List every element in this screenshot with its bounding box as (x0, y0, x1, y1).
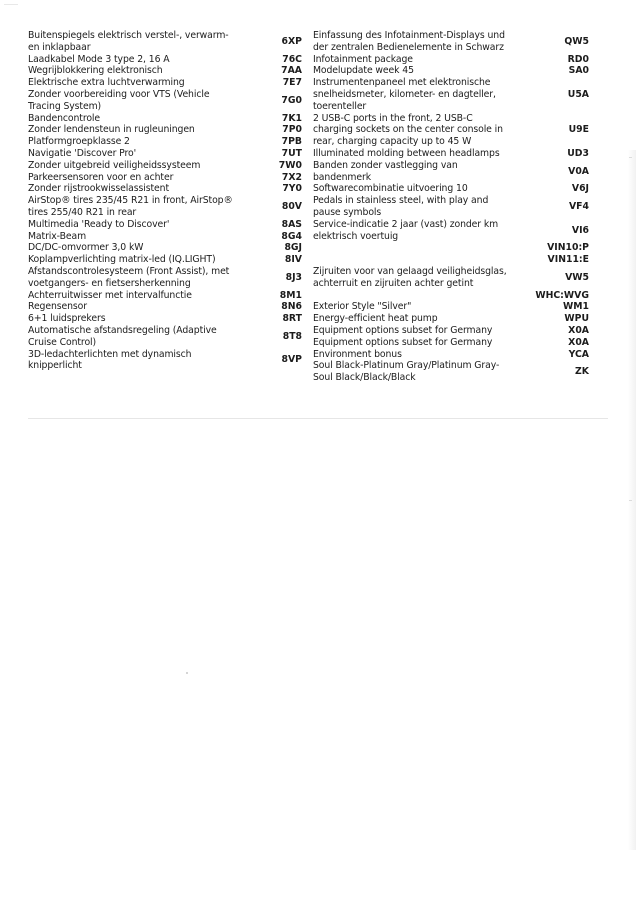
scan-edge-tick (629, 500, 632, 501)
option-row (28, 349, 302, 373)
option-description: Navigatie 'Discover Pro' (28, 147, 137, 159)
option-code: WM1 (563, 301, 589, 313)
option-description: Bandencontrole (28, 112, 101, 124)
option-code: 8RT (282, 313, 302, 325)
option-description: 2 USB-C ports in the front, 2 USB-C charging sockets on the center console in rear, charging capacity up to 45 W (313, 112, 503, 148)
option-row (313, 30, 589, 54)
option-description: Zonder lendensteun in rugleuningen (28, 124, 195, 136)
option-description: AirStop® tires 235/45 R21 in front, AirStop® tires 255/40 R21 in rear (28, 195, 233, 218)
option-row (28, 266, 302, 290)
option-description: Platformgroepklasse 2 (28, 136, 130, 148)
option-description: Soul Black-Platinum Gray/Platinum Gray-Soul Black/Black/Black (313, 360, 500, 384)
option-description: Parkeersensoren voor en achter (28, 171, 174, 183)
option-description: Service-indicatie 2 jaar (vast) zonder km elektrisch voertuig (313, 218, 499, 242)
option-description: Einfassung des Infotainment-Displays und der zentralen Bedienelemente in Schwarz (313, 30, 505, 53)
option-description: Afstandscontrolesysteem (Front Assist), met voetgangers- en fietsersherkenning (28, 265, 230, 289)
option-row (313, 325, 589, 337)
option-row (313, 183, 589, 195)
option-row (313, 254, 589, 266)
option-description: 6+1 luidsprekers (28, 313, 106, 325)
option-row (28, 113, 302, 125)
option-description: Regensensor (28, 301, 87, 313)
option-code: 8GJ (284, 242, 302, 254)
option-code: 7AA (281, 65, 302, 77)
option-code: X0A (568, 324, 589, 336)
option-code: VIN11:E (547, 254, 589, 266)
option-description: Illuminated molding between headlamps (313, 147, 500, 159)
option-code: QW5 (564, 35, 589, 47)
option-description: Matrix-Beam (28, 230, 87, 242)
option-row (313, 54, 589, 66)
option-row (28, 290, 302, 302)
option-row (28, 136, 302, 148)
option-description: Instrumentenpaneel met elektronische snelheidsmeter, kilometer- en dagteller, toerenteller (313, 77, 496, 112)
option-description: Achterruitwisser met intervalfunctie (28, 289, 192, 301)
option-row (28, 77, 302, 89)
option-description: Pedals in stainless steel, with play and pause symbols (313, 195, 489, 218)
left-options-column (28, 30, 302, 372)
option-description: Wegrijblokkering elektronisch (28, 65, 163, 77)
option-code: V0A (568, 165, 589, 177)
option-description: Automatische afstandsregeling (Adaptive Cruise Control) (28, 324, 217, 348)
option-code: 7E7 (282, 77, 302, 89)
option-code: U5A (567, 88, 589, 100)
option-code: V6J (571, 183, 589, 195)
scan-speck (186, 672, 188, 674)
option-row (313, 360, 589, 384)
option-row (313, 65, 589, 77)
option-description: 3D-ledachterlichten met dynamisch knipperlicht (28, 348, 192, 372)
option-code: WPU (564, 313, 589, 325)
option-code: 80V (281, 201, 302, 213)
option-code: 76C (282, 53, 302, 65)
option-row (313, 313, 589, 325)
option-description: Zonder uitgebreid veiligheidssysteem (28, 159, 201, 171)
option-row (313, 148, 589, 160)
option-code: 7W0 (278, 159, 302, 171)
option-row (28, 160, 302, 172)
option-description: Laadkabel Mode 3 type 2, 16 A (28, 53, 170, 65)
option-row (28, 183, 302, 195)
option-description: Zonder voorbereiding voor VTS (Vehicle Tracing System) (28, 88, 210, 112)
option-code: 7UT (281, 147, 302, 159)
option-code: SA0 (568, 65, 589, 77)
option-code: 8IV (284, 254, 302, 266)
option-row (313, 349, 589, 361)
option-description: Environment bonus (313, 348, 402, 360)
option-row (313, 77, 589, 112)
option-code: 8AS (281, 218, 302, 230)
option-code: 8M1 (279, 289, 302, 301)
option-description: DC/DC-omvormer 3,0 kW (28, 242, 144, 254)
option-row (313, 113, 589, 148)
option-row (28, 30, 302, 54)
option-row (28, 325, 302, 349)
option-description: Equipment options subset for Germany (313, 336, 493, 348)
option-description: Equipment options subset for Germany (313, 324, 493, 336)
option-row (313, 301, 589, 313)
option-code: 8T8 (282, 330, 302, 342)
option-row (28, 313, 302, 325)
option-code: VIN10:P (547, 242, 589, 254)
option-code: 8G4 (281, 230, 302, 242)
option-code: U9E (568, 124, 589, 136)
option-row (313, 160, 589, 184)
option-description: Softwarecombinatie uitvoering 10 (313, 183, 468, 195)
option-row (313, 219, 589, 243)
option-code: UD3 (567, 147, 589, 159)
option-code: X0A (568, 336, 589, 348)
option-code: 8J3 (285, 271, 302, 283)
option-description: Zonder rijstrookwisselassistent (28, 183, 169, 195)
right-options-column (313, 30, 589, 384)
option-code: 7K1 (281, 112, 302, 124)
option-description: Multimedia 'Ready to Discover' (28, 218, 170, 230)
option-row (28, 65, 302, 77)
option-row (28, 195, 302, 219)
option-code: 7X2 (281, 171, 302, 183)
option-row (28, 148, 302, 160)
option-description: Buitenspiegels elektrisch verstel-, verwarm-en inklapbaar (28, 30, 229, 53)
option-row (313, 242, 589, 254)
option-row (28, 301, 302, 313)
option-code: VF4 (568, 201, 589, 213)
option-code: 7P0 (282, 124, 302, 136)
option-row (28, 242, 302, 254)
option-code: 7Y0 (282, 183, 302, 195)
option-code: 7G0 (281, 94, 302, 106)
option-description: Elektrische extra luchtverwarming (28, 77, 185, 89)
option-description: Exterior Style "Silver" (313, 301, 412, 313)
option-description: Zijruiten voor van gelaagd veiligheidsglas, achterruit en zijruiten achter getint (313, 265, 507, 289)
option-code: 6XP (281, 35, 302, 47)
option-row (28, 231, 302, 243)
option-row (313, 195, 589, 219)
option-description: Infotainment package (313, 53, 413, 65)
scan-mark (4, 4, 18, 5)
option-description: Koplampverlichting matrix-led (IQ.LIGHT) (28, 254, 216, 266)
option-code: YCA (568, 348, 589, 360)
scan-edge-tick (629, 157, 632, 158)
option-row (28, 254, 302, 266)
option-code: VW5 (565, 271, 589, 283)
option-row (28, 124, 302, 136)
option-code: VI6 (571, 224, 589, 236)
option-row (313, 266, 589, 290)
option-row (28, 219, 302, 231)
option-code: 8N6 (281, 301, 302, 313)
option-row (28, 172, 302, 184)
option-code: WHC:WVG (535, 289, 589, 301)
option-code: RD0 (567, 53, 589, 65)
option-code: 7PB (281, 136, 302, 148)
option-description: Energy-efficient heat pump (313, 313, 438, 325)
option-row (313, 337, 589, 349)
option-code: ZK (575, 366, 589, 378)
option-row (28, 54, 302, 66)
section-divider (28, 418, 608, 419)
option-row (313, 290, 589, 302)
option-code: 8VP (281, 354, 302, 366)
option-description: Modelupdate week 45 (313, 65, 414, 77)
option-row (28, 89, 302, 113)
option-description: Banden zonder vastlegging van bandenmerk (313, 159, 458, 183)
